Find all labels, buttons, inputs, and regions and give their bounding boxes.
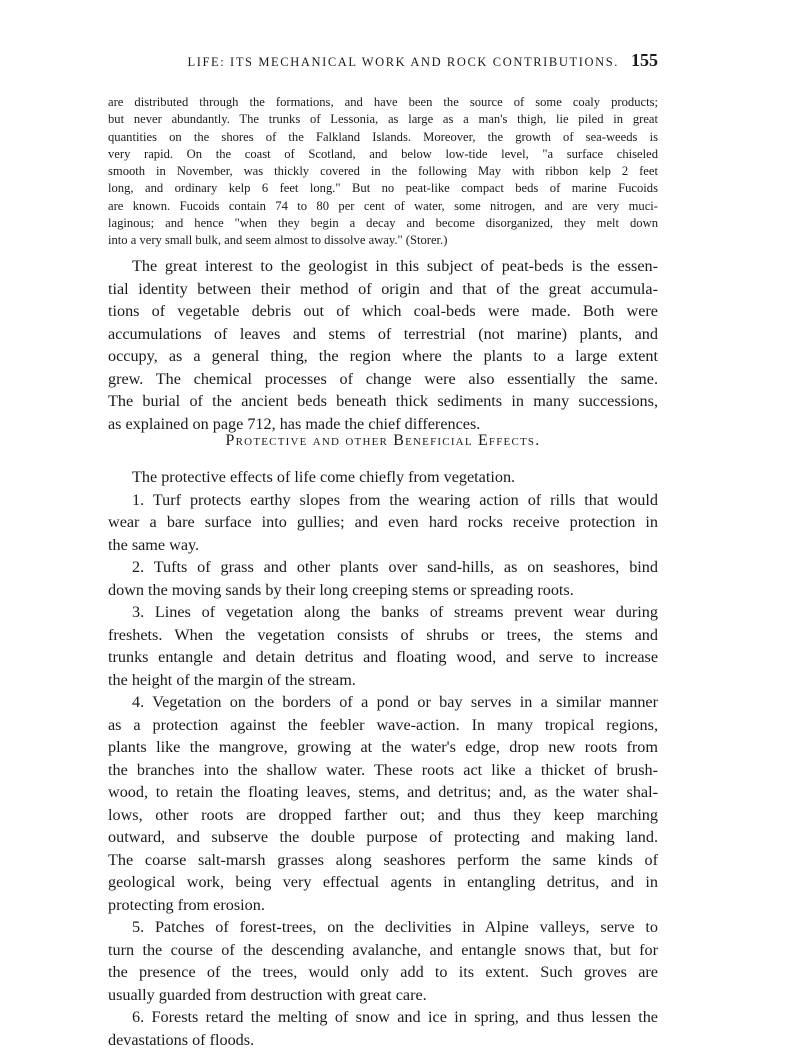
small-print-line: long, and ordinary kelp 6 feet long." But no peat-like compact beds of marine Fucoids [108, 180, 658, 197]
paragraph-line: accumulations of leaves and stems of terrestrial (not marine) plants, and [108, 323, 658, 346]
section-line: down the moving sands by their long creeping stems or spreading roots. [108, 579, 658, 602]
section-line: turn the course of the descending avalanche, and entangle snows that, but for [108, 939, 658, 962]
section-line: freshets. When the vegetation consists of shrubs or trees, the stems and [108, 624, 658, 647]
section-line: 2. Tufts of grass and other plants over sand-hills, as on seashores, bind [108, 556, 658, 579]
section-line: 3. Lines of vegetation along the banks of streams prevent wear during [108, 601, 658, 624]
section-line: trunks entangle and detain detritus and floating wood, and serve to increase [108, 646, 658, 669]
section-line: as a protection against the feebler wave-action. In many tropical regions, [108, 714, 658, 737]
running-head [108, 50, 658, 71]
paragraph-peat-beds [108, 255, 658, 435]
section-line: outward, and subserve the double purpose of protecting and making land. [108, 826, 658, 849]
small-print-line: laginous; and hence "when they begin a decay and become disorganized, they melt down [108, 215, 658, 232]
small-print-line: quantities on the shores of the Falkland Islands. Moreover, the growth of sea-weeds is [108, 129, 658, 146]
section-line: 6. Forests retard the melting of snow and ice in spring, and thus lessen the [108, 1006, 658, 1029]
section-line: 1. Turf protects earthy slopes from the wearing action of rills that would [108, 489, 658, 512]
paragraph-line: tial identity between their method of origin and that of the great accumula- [108, 278, 658, 301]
section-line: usually guarded from destruction with great care. [108, 984, 658, 1007]
section-line: wood, to retain the floating leaves, stems, and detritus; and, as the water shal- [108, 781, 658, 804]
section-line: plants like the mangrove, growing at the water's edge, drop new roots from [108, 736, 658, 759]
small-print-line: but never abundantly. The trunks of Lessonia, as large as a man's thigh, lie piled in great [108, 111, 658, 128]
section-line: wear a bare surface into gullies; and even hard rocks receive protection in [108, 511, 658, 534]
small-print-line: very rapid. On the coast of Scotland, and below low-tide level, "a surface chiseled [108, 146, 658, 163]
small-print-line: are distributed through the formations, and have been the source of some coaly products; [108, 94, 658, 111]
section-line: 4. Vegetation on the borders of a pond or bay serves in a similar manner [108, 691, 658, 714]
paragraph-line: grew. The chemical processes of change were also essentially the same. [108, 368, 658, 391]
paragraph-line: as explained on page 712, has made the chief differences. [108, 413, 658, 436]
page-number: 155 [631, 50, 658, 71]
section-line: 5. Patches of forest-trees, on the declivities in Alpine valleys, serve to [108, 916, 658, 939]
section-line: the presence of the trees, would only add to its extent. Such groves are [108, 961, 658, 984]
paragraph-line: tions of vegetable debris out of which coal-beds were made. Both were [108, 300, 658, 323]
section-heading [108, 432, 658, 450]
section-body [108, 466, 658, 1051]
small-print-passage [108, 94, 658, 250]
section-line: The protective effects of life come chiefly from vegetation. [108, 466, 658, 489]
section-line: the branches into the shallow water. These roots act like a thicket of brush- [108, 759, 658, 782]
section-line: the height of the margin of the stream. [108, 669, 658, 692]
running-title: LIFE: ITS MECHANICAL WORK AND ROCK CONTRIBUTIONS. [187, 55, 619, 70]
section-line: geological work, being very effectual agents in entangling detritus, and in [108, 871, 658, 894]
section-line: protecting from erosion. [108, 894, 658, 917]
section-heading-text: Protective and other Beneficial Effects. [226, 432, 541, 449]
small-print-line: smooth in November, was thickly covered in the following May with ribbon kelp 2 feet [108, 163, 658, 180]
section-line: the same way. [108, 534, 658, 557]
paragraph-line: occupy, as a general thing, the region where the plants to a large extent [108, 345, 658, 368]
small-print-line: into a very small bulk, and seem almost to dissolve away." (Storer.) [108, 232, 658, 249]
section-line: devastations of floods. [108, 1029, 658, 1051]
paragraph-line: The burial of the ancient beds beneath thick sediments in many successions, [108, 390, 658, 413]
paragraph-line: The great interest to the geologist in this subject of peat-beds is the essen- [108, 255, 658, 278]
section-line: The coarse salt-marsh grasses along seashores perform the same kinds of [108, 849, 658, 872]
section-line: lows, other roots are dropped farther out; and thus they keep marching [108, 804, 658, 827]
small-print-line: are known. Fucoids contain 74 to 80 per cent of water, some nitrogen, and are very muci- [108, 198, 658, 215]
